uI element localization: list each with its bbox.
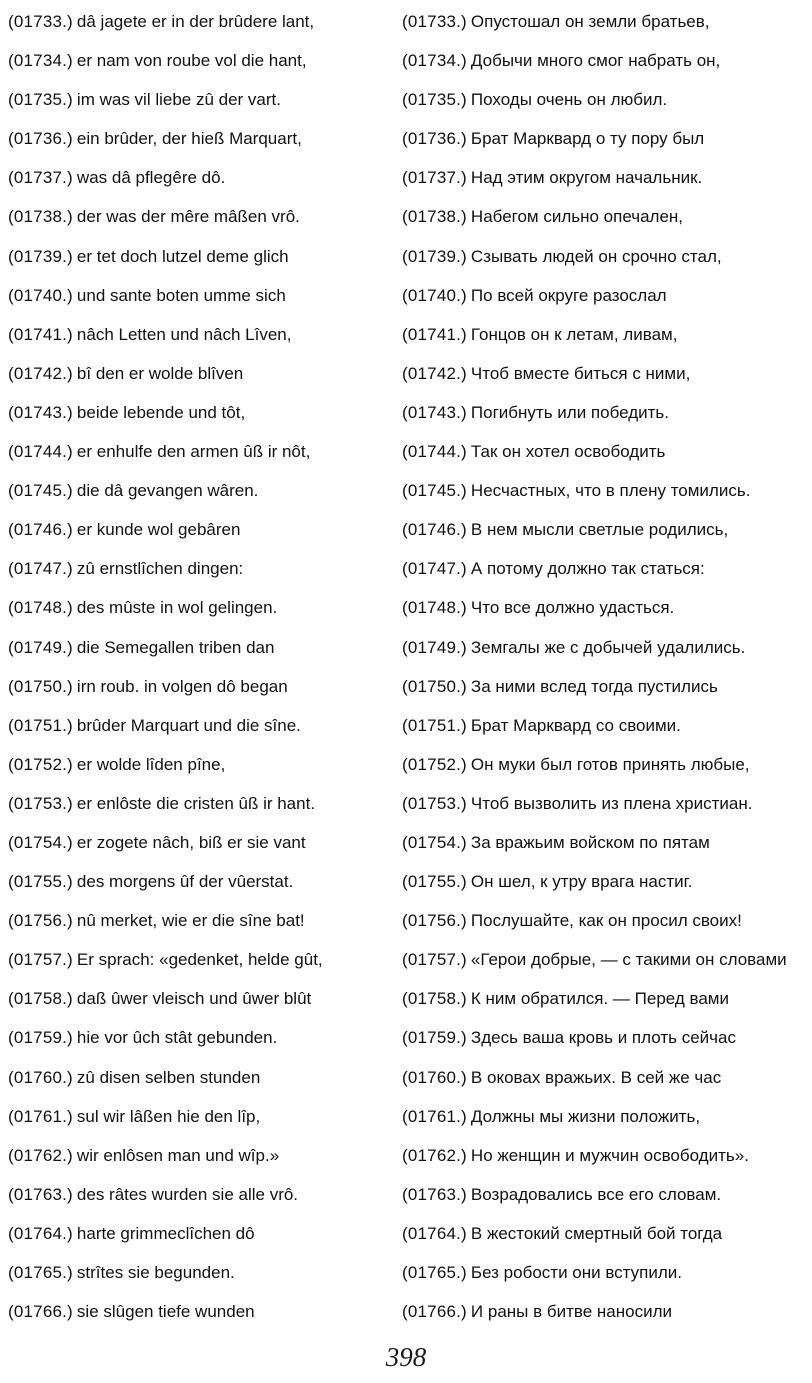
verse-text: Er sprach: «gedenket, helde gût,	[76, 950, 323, 970]
line-number: (01744.)	[402, 442, 467, 462]
verse-line	[402, 784, 806, 823]
verse-line	[8, 80, 393, 119]
verse-text: К ним обратился. — Перед вами	[470, 989, 729, 1009]
verse-line	[402, 158, 806, 197]
verse-text: des mûste in wol gelingen.	[76, 598, 278, 618]
line-number: (01757.)	[402, 950, 467, 970]
line-number: (01738.)	[8, 207, 73, 227]
verse-line	[8, 1058, 393, 1097]
verse-text: Погибнуть или победить.	[470, 402, 669, 422]
verse-line	[8, 549, 393, 588]
verse-line	[402, 354, 806, 393]
verse-line	[8, 628, 393, 667]
verse-text: Чтоб вызволить из плена христиан.	[470, 793, 753, 813]
line-number: (01755.)	[402, 872, 467, 892]
line-number: (01761.)	[8, 1106, 73, 1126]
verse-text: sie slûgen tiefe wunden	[76, 1302, 255, 1322]
verse-text: nâch Letten und nâch Lîven,	[76, 324, 292, 344]
verse-text: Но женщин и мужчин освободить».	[470, 1145, 749, 1165]
line-number: (01760.)	[8, 1067, 73, 1087]
verse-text: За вражьим войском по пятам	[470, 832, 710, 852]
verse-text: im was vil liebe zû der vart.	[76, 90, 281, 110]
verse-text: В жестокий смертный бой тогда	[470, 1223, 723, 1243]
line-number: (01740.)	[8, 285, 73, 305]
verse-line	[8, 940, 393, 979]
verse-text: Гонцов он к летам, ливам,	[470, 324, 678, 344]
line-number: (01745.)	[402, 481, 467, 501]
translation-column	[402, 2, 806, 1331]
line-number: (01741.)	[402, 324, 467, 344]
verse-text: er zogete nâch, biß er sie vant	[76, 832, 306, 852]
line-number: (01737.)	[8, 168, 73, 188]
verse-line	[402, 432, 806, 471]
verse-line	[8, 1175, 393, 1214]
verse-line	[8, 1214, 393, 1253]
verse-text: harte grimmeclîchen dô	[76, 1223, 255, 1243]
verse-text: strîtes sie begunden.	[76, 1263, 235, 1282]
verse-line	[8, 432, 393, 471]
line-number: (01733.)	[8, 12, 73, 31]
line-number: (01766.)	[8, 1302, 73, 1322]
line-number: (01753.)	[8, 793, 73, 813]
verse-text: und sante boten umme sich	[76, 285, 286, 305]
verse-line	[402, 41, 806, 80]
verse-line	[8, 1253, 393, 1292]
verse-text: Возрадовались все его словам.	[470, 1184, 722, 1204]
verse-line	[402, 1058, 806, 1097]
verse-line	[8, 197, 393, 236]
verse-line	[402, 1097, 806, 1136]
line-number: (01762.)	[402, 1145, 467, 1165]
line-number: (01734.)	[402, 51, 467, 71]
line-number: (01742.)	[402, 363, 467, 383]
verse-text: was dâ pflegêre dô.	[76, 168, 226, 188]
line-number: (01753.)	[402, 793, 467, 813]
verse-line	[402, 510, 806, 549]
line-number: (01751.)	[8, 715, 73, 735]
line-number: (01764.)	[8, 1223, 73, 1243]
verse-text: zû disen selben stunden	[76, 1067, 261, 1087]
line-number: (01759.)	[402, 1028, 467, 1048]
verse-text: Походы очень он любил.	[470, 90, 668, 110]
line-number: (01751.)	[402, 715, 467, 735]
verse-line	[8, 1292, 393, 1331]
original-text-column	[8, 2, 393, 1331]
verse-line	[8, 862, 393, 901]
verse-text: er tet doch lutzel deme glich	[76, 246, 289, 266]
line-number: (01741.)	[8, 324, 73, 344]
line-number: (01747.)	[402, 559, 467, 579]
line-number: (01733.)	[402, 12, 467, 31]
verse-text: des morgens ûf der vûerstat.	[76, 872, 294, 892]
line-number: (01749.)	[402, 637, 467, 657]
verse-text: er wolde lîden pîne,	[76, 754, 226, 774]
verse-line	[8, 158, 393, 197]
line-number: (01756.)	[402, 911, 467, 931]
verse-text: А потому должно так статься:	[470, 559, 705, 579]
verse-text: Он муки был готов принять любые,	[470, 754, 750, 774]
line-number: (01761.)	[402, 1106, 467, 1126]
verse-line	[8, 41, 393, 80]
verse-line	[8, 276, 393, 315]
verse-line	[402, 1253, 806, 1292]
verse-text: Земгалы же с добычей удалились.	[470, 637, 746, 657]
verse-text: ein brûder, der hieß Marquart,	[76, 129, 302, 149]
verse-line	[8, 745, 393, 784]
verse-text: В оковах вражьих. В сей же час	[470, 1067, 722, 1087]
verse-text: Так он хотел освободить	[470, 442, 666, 462]
verse-text: Чтоб вместе биться с ними,	[470, 363, 691, 383]
verse-text: daß ûwer vleisch und ûwer blût	[76, 989, 312, 1009]
verse-line	[402, 197, 806, 236]
verse-text: die Semegallen triben dan	[76, 637, 275, 657]
verse-line	[402, 823, 806, 862]
line-number: (01750.)	[8, 676, 73, 696]
line-number: (01765.)	[8, 1263, 73, 1282]
verse-line	[8, 1018, 393, 1057]
verse-line	[8, 667, 393, 706]
verse-text: Без робости они вступили.	[470, 1263, 683, 1282]
line-number: (01747.)	[8, 559, 73, 579]
verse-line	[8, 471, 393, 510]
verse-line	[402, 471, 806, 510]
line-number: (01757.)	[8, 950, 73, 970]
verse-line	[402, 119, 806, 158]
verse-line	[8, 979, 393, 1018]
verse-line	[402, 588, 806, 627]
verse-text: hie vor ûch stât gebunden.	[76, 1028, 278, 1048]
verse-line	[402, 1175, 806, 1214]
verse-line	[402, 745, 806, 784]
verse-line	[8, 1097, 393, 1136]
line-number: (01758.)	[402, 989, 467, 1009]
verse-text: Набегом сильно опечален,	[470, 207, 684, 227]
line-number: (01746.)	[8, 520, 73, 540]
line-number: (01748.)	[8, 598, 73, 618]
verse-text: der was der mêre mâßen vrô.	[76, 207, 300, 227]
line-number: (01762.)	[8, 1145, 73, 1165]
line-number: (01739.)	[402, 246, 467, 266]
verse-line	[402, 940, 806, 979]
line-number: (01749.)	[8, 637, 73, 657]
verse-text: Послушайте, как он просил своих!	[470, 911, 742, 931]
verse-text: dâ jagete er in der brûdere lant,	[76, 12, 315, 31]
verse-text: Брат Марквард о ту пору был	[470, 129, 705, 149]
verse-line	[402, 1018, 806, 1057]
verse-text: die dâ gevangen wâren.	[76, 481, 259, 501]
verse-line	[8, 510, 393, 549]
verse-text: Что все должно удасться.	[470, 598, 675, 618]
line-number: (01750.)	[402, 676, 467, 696]
verse-text: nû merket, wie er die sîne bat!	[76, 911, 305, 931]
verse-text: Несчастных, что в плену томились.	[470, 481, 751, 501]
verse-line	[8, 119, 393, 158]
verse-line	[8, 901, 393, 940]
line-number: (01763.)	[8, 1184, 73, 1204]
verse-text: По всей округе разослал	[470, 285, 667, 305]
line-number: (01764.)	[402, 1223, 467, 1243]
line-number: (01744.)	[8, 442, 73, 462]
line-number: (01745.)	[8, 481, 73, 501]
verse-line	[402, 2, 806, 41]
line-number: (01755.)	[8, 872, 73, 892]
line-number: (01756.)	[8, 911, 73, 931]
verse-text: wir enlôsen man und wîp.»	[76, 1145, 280, 1165]
verse-line	[8, 393, 393, 432]
verse-text: er enlôste die cristen ûß ir hant.	[76, 793, 316, 813]
verse-text: er kunde wol gebâren	[76, 520, 241, 540]
verse-text: Он шел, к утру врага настиг.	[470, 872, 693, 892]
verse-text: Сзывать людей он срочно стал,	[470, 246, 722, 266]
verse-text: Над этим округом начальник.	[470, 168, 703, 188]
verse-line	[402, 276, 806, 315]
verse-line	[402, 901, 806, 940]
line-number: (01763.)	[402, 1184, 467, 1204]
line-number: (01748.)	[402, 598, 467, 618]
line-number: (01735.)	[402, 90, 467, 110]
line-number: (01737.)	[402, 168, 467, 188]
verse-line	[402, 979, 806, 1018]
verse-text: «Герои добрые, — с такими он словами	[470, 950, 787, 970]
verse-line	[8, 2, 393, 41]
verse-line	[402, 628, 806, 667]
verse-text: sul wir lâßen hie den lîp,	[76, 1106, 261, 1126]
line-number: (01752.)	[402, 754, 467, 774]
line-number: (01742.)	[8, 363, 73, 383]
line-number: (01765.)	[402, 1263, 467, 1282]
page-number: 398	[385, 1342, 427, 1372]
verse-line	[402, 237, 806, 276]
verse-text: Должны мы жизни положить,	[470, 1106, 701, 1126]
verse-text: brûder Marquart und die sîne.	[76, 715, 301, 735]
line-number: (01739.)	[8, 246, 73, 266]
verse-text: zû ernstlîchen dingen:	[76, 559, 244, 579]
verse-line	[8, 315, 393, 354]
verse-text: er enhulfe den armen ûß ir nôt,	[76, 442, 311, 462]
line-number: (01759.)	[8, 1028, 73, 1048]
line-number: (01760.)	[402, 1067, 467, 1087]
verse-text: За ними вслед тогда пустились	[470, 676, 718, 696]
verse-text: Добычи много смог набрать он,	[470, 51, 721, 71]
verse-text: bî den er wolde blîven	[76, 363, 244, 383]
line-number: (01738.)	[402, 207, 467, 227]
line-number: (01734.)	[8, 51, 73, 71]
verse-text: irn roub. in volgen dô began	[76, 676, 288, 696]
verse-line	[402, 667, 806, 706]
verse-line	[8, 823, 393, 862]
verse-line	[8, 237, 393, 276]
line-number: (01766.)	[402, 1302, 467, 1322]
line-number: (01743.)	[402, 402, 467, 422]
verse-line	[402, 706, 806, 745]
verse-line	[8, 706, 393, 745]
verse-line	[402, 315, 806, 354]
verse-text: Здесь ваша кровь и плоть сейчас	[470, 1028, 736, 1048]
verse-line	[8, 784, 393, 823]
verse-line	[402, 549, 806, 588]
verse-line	[402, 393, 806, 432]
verse-line	[8, 354, 393, 393]
line-number: (01758.)	[8, 989, 73, 1009]
verse-text: des râtes wurden sie alle vrô.	[76, 1184, 299, 1204]
verse-line	[402, 80, 806, 119]
verse-line	[8, 588, 393, 627]
line-number: (01743.)	[8, 402, 73, 422]
verse-text: Брат Марквард со своими.	[470, 715, 681, 735]
verse-line	[402, 862, 806, 901]
verse-text: И раны в битве наносили	[470, 1302, 672, 1322]
line-number: (01746.)	[402, 520, 467, 540]
verse-line	[402, 1292, 806, 1331]
verse-text: Опустошал он земли братьев,	[470, 12, 710, 31]
line-number: (01754.)	[402, 832, 467, 852]
verse-text: beide lebende und tôt,	[76, 402, 246, 422]
line-number: (01735.)	[8, 90, 73, 110]
verse-line	[8, 1136, 393, 1175]
verse-text: В нем мысли светлые родились,	[470, 520, 729, 540]
verse-line	[402, 1136, 806, 1175]
line-number: (01754.)	[8, 832, 73, 852]
verse-line	[402, 1214, 806, 1253]
line-number: (01752.)	[8, 754, 73, 774]
line-number: (01736.)	[402, 129, 467, 149]
line-number: (01740.)	[402, 285, 467, 305]
line-number: (01736.)	[8, 129, 73, 149]
verse-text: er nam von roube vol die hant,	[76, 51, 307, 71]
